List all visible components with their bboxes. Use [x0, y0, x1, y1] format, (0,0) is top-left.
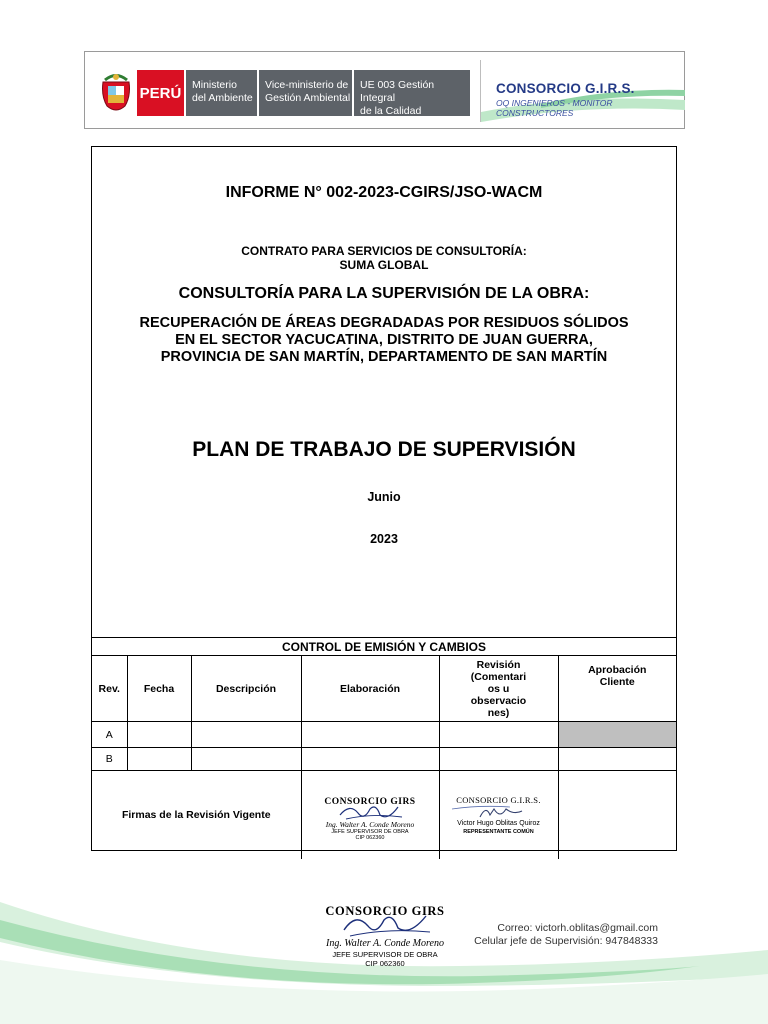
- signature-name: Victor Hugo Oblitas Quiroz: [457, 820, 540, 827]
- header-rev: Rev.: [92, 656, 127, 722]
- ministry-line-2: del Ambiente: [192, 92, 253, 104]
- institutional-header: [84, 51, 685, 129]
- ue-line-2: de la Calidad Ambiental: [360, 105, 422, 130]
- vice-ministry-line-1: Vice-ministerio de: [265, 79, 349, 91]
- footer-stamp-title: CONSORCIO GIRS: [325, 904, 445, 918]
- signature-role: JEFE SUPERVISOR DE OBRA: [331, 829, 409, 835]
- descripcion-cell: [191, 722, 301, 748]
- footer-contact: [440, 922, 658, 948]
- revision-line-1: Revisión: [476, 658, 521, 671]
- document-month: Junio: [367, 490, 401, 504]
- vice-ministry-line-2: Gestión Ambiental: [265, 92, 351, 104]
- descripcion-cell: [191, 748, 301, 771]
- handwritten-signature-icon: [338, 910, 434, 940]
- document-year: 2023: [370, 532, 398, 546]
- revision-line-3: os u: [487, 682, 510, 695]
- header-elaboracion: Elaboración: [301, 656, 439, 722]
- footer-signature-cip: CIP 062360: [365, 959, 405, 968]
- project-line-2: EN EL SECTOR YACUCATINA, DISTRITO DE JUAN GUERRA,: [175, 332, 593, 348]
- aprobacion-cell: [558, 748, 676, 771]
- project-line-1: RECUPERACIÓN DE ÁREAS DEGRADADAS POR RESIDUOS SÓLIDOS: [139, 315, 629, 331]
- signature-role: REPRESENTANTE COMÚN: [463, 829, 534, 835]
- project-description: [92, 315, 676, 366]
- rev-cell: B: [92, 748, 127, 771]
- footer-phone: Celular jefe de Supervisión: 947848333: [474, 935, 658, 947]
- elaboracion-cell: [301, 722, 439, 748]
- contract-line-1: CONTRATO PARA SERVICIOS DE CONSULTORÍA:: [241, 244, 527, 258]
- plan-title: PLAN DE TRABAJO DE SUPERVISIÓN: [192, 438, 576, 461]
- ministry-box: [186, 70, 257, 116]
- header-fecha: Fecha: [127, 656, 191, 722]
- header-revision: [439, 656, 558, 722]
- aprobacion-line-2: Cliente: [599, 676, 635, 688]
- consortium-name: CONSORCIO G.I.R.S.: [496, 81, 635, 96]
- signatures-row: [92, 771, 676, 860]
- fecha-cell: [127, 748, 191, 771]
- elaboracion-signature-cell: [301, 771, 439, 860]
- revision-signature-stamp: [440, 771, 558, 859]
- ministry-line-1: Ministerio: [192, 79, 237, 91]
- signature-stamp-title: CONSORCIO GIRS: [324, 797, 416, 807]
- signature-name: Ing. Walter A. Conde Moreno: [325, 820, 415, 829]
- revision-line-2: (Comentari: [470, 670, 527, 683]
- footer-signature-role: JEFE SUPERVISOR DE OBRA: [332, 950, 438, 959]
- footer-email: Correo: victorh.oblitas@gmail.com: [497, 922, 658, 934]
- contract-type: [92, 244, 676, 272]
- aprobacion-signature-cell: [558, 771, 676, 860]
- revision-cell: [439, 722, 558, 748]
- peru-coat-of-arms-icon: [99, 72, 133, 114]
- fecha-cell: [127, 722, 191, 748]
- signatures-label: Firmas de la Revisión Vigente: [92, 771, 301, 860]
- header-descripcion: Descripción: [191, 656, 301, 722]
- peru-label: PERÚ: [137, 70, 184, 116]
- control-table-header-row: [92, 656, 676, 722]
- vice-ministry-box: [259, 70, 352, 116]
- revision-line-4: observacio: [470, 694, 527, 707]
- header-aprobacion: [558, 656, 676, 722]
- revision-line-5: nes): [487, 706, 510, 719]
- revision-signature-cell: [439, 771, 558, 860]
- contract-line-2: SUMA GLOBAL: [339, 258, 429, 272]
- elaboracion-signature-stamp: [302, 771, 439, 859]
- rev-cell: A: [92, 722, 127, 748]
- signature-cip: CIP 062360: [355, 835, 385, 841]
- footer-signature-name: Ing. Walter A. Conde Moreno: [326, 938, 444, 949]
- project-line-3: PROVINCIA DE SAN MARTÍN, DEPARTAMENTO DE SAN MARTÍN: [160, 349, 608, 365]
- document-frame: [91, 146, 677, 851]
- signature-stamp-title: CONSORCIO G.I.R.S.: [456, 795, 541, 805]
- aprobacion-line-1: Aprobación: [588, 664, 647, 676]
- control-table: [92, 637, 676, 859]
- revision-cell: [439, 748, 558, 771]
- aprobacion-cell: [558, 722, 676, 748]
- control-table-title: CONTROL DE EMISIÓN Y CAMBIOS: [92, 638, 676, 656]
- consultancy-heading: CONSULTORÍA PARA LA SUPERVISIÓN DE LA OBRA:: [178, 285, 590, 302]
- ue-box: [354, 70, 470, 130]
- elaboracion-cell: [301, 748, 439, 771]
- informe-number: INFORME N° 002-2023-CGIRS/JSO-WACM: [225, 184, 543, 201]
- consortium-members: OQ INGENIEROS - MONITOR CONSTRUCTORES: [496, 98, 613, 118]
- table-row: [92, 722, 676, 748]
- table-row: [92, 748, 676, 771]
- ue-line-1: UE 003 Gestión Integral: [360, 79, 435, 104]
- consortium-logo: [481, 52, 685, 128]
